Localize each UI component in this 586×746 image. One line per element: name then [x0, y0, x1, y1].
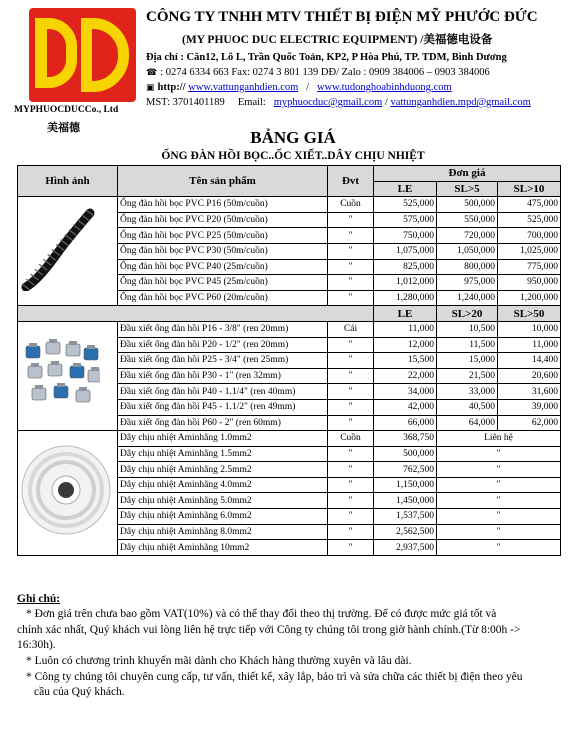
price-tier-2: 500,000 [437, 197, 498, 213]
group-conduit-fittings [18, 321, 561, 430]
product-name: Ống đàn hồi bọc PVC P45 (25m/cuồn) [118, 275, 328, 291]
price-tier-2: 800,000 [437, 259, 498, 275]
group2-header-le: LE [374, 306, 437, 322]
price-le: 1,537,500 [374, 509, 437, 525]
globe-icon: ▣ [146, 83, 155, 93]
email-separator: / [384, 97, 388, 108]
price-le: 1,280,000 [374, 290, 437, 306]
group2-header-sl50: SL>50 [498, 306, 561, 322]
price-le: 575,000 [374, 212, 437, 228]
price-le: 66,000 [374, 415, 437, 431]
price-le: 762,500 [374, 462, 437, 478]
price-le: 500,000 [374, 446, 437, 462]
note-1-line-3: 16:30h). [17, 639, 56, 651]
tax-and-email [146, 97, 531, 108]
price-contact: " [437, 540, 561, 556]
product-name: Ống đàn hồi bọc PVC P60 (20m/cuồn) [118, 290, 328, 306]
price-contact: " [437, 477, 561, 493]
header-image: Hình ảnh [18, 166, 118, 197]
unit: " [328, 228, 374, 244]
price-le: 1,075,000 [374, 243, 437, 259]
company-address: Địa chỉ : Căn12, Lô L, Trần Quốc Toản, KP2, P Hòa Phú, TP. TDM, Bình Dương [146, 52, 507, 63]
price-tier-2: 64,000 [437, 415, 498, 431]
price-contact: " [437, 509, 561, 525]
group2-header-sl20: SL>20 [437, 306, 498, 322]
unit: " [328, 384, 374, 400]
product-name: Ống đàn hồi bọc PVC P40 (25m/cuồn) [118, 259, 328, 275]
price-tier-3: 950,000 [498, 275, 561, 291]
unit: Cuồn [328, 197, 374, 213]
group-flexible-conduit [18, 197, 561, 306]
flexible-conduit-image [18, 207, 96, 291]
price-le: 368,750 [374, 431, 437, 447]
phone-icon: ☎ [146, 68, 158, 78]
price-tier-2: 720,000 [437, 228, 498, 244]
price-le: 15,500 [374, 353, 437, 369]
product-name: Dây chịu nhiệt Aminhãng 5.0mm2 [118, 493, 328, 509]
product-name: Ống đàn hồi bọc PVC P20 (50m/cuồn) [118, 212, 328, 228]
price-tier-3: 775,000 [498, 259, 561, 275]
price-le: 525,000 [374, 197, 437, 213]
phones-text: : 0274 6334 663 Fax: 0274 3 801 139 DĐ/ Zalo : 0909 384006 – 0903 384006 [160, 67, 490, 78]
price-tier-3: 525,000 [498, 212, 561, 228]
group2-header-blank [18, 306, 374, 322]
unit: " [328, 368, 374, 384]
unit: " [328, 524, 374, 540]
website-link-1[interactable]: www.vattunganhdien.com [188, 82, 299, 93]
company-english-name: (MY PHUOC DUC ELECTRIC EQUIPMENT) /美福德电设备 [182, 34, 493, 46]
unit: " [328, 353, 374, 369]
price-tier-3: 10,000 [498, 321, 561, 337]
table-row [18, 197, 561, 213]
unit: " [328, 415, 374, 431]
price-tier-2: 10,500 [437, 321, 498, 337]
price-tier-2: 15,000 [437, 353, 498, 369]
note-3-line-1: * Công ty chúng tôi chuyên cung cấp, tư vấn, thiết kế, xây lắp, bảo trì và sửa chữa các thiết bị điện theo yêu [26, 671, 523, 683]
header-sl5: SL>5 [437, 181, 498, 197]
product-name: Dây chịu nhiệt Aminhãng 2.5mm2 [118, 462, 328, 478]
product-name: Dây chịu nhiệt Aminhãng 1.5mm2 [118, 446, 328, 462]
product-name: Đầu xiết ống đàn hồi P20 - 1/2" (ren 20mm) [118, 337, 328, 353]
price-tier-3: 1,200,000 [498, 290, 561, 306]
product-name: Dây chịu nhiệt Aminhãng 8.0mm2 [118, 524, 328, 540]
unit: " [328, 337, 374, 353]
tax-code: MST: 3701401189 [146, 97, 225, 108]
product-name: Đầu xiết ống đàn hồi P40 - 1.1/4" (ren 40mm) [118, 384, 328, 400]
wire-image-cell [18, 431, 118, 556]
unit: " [328, 212, 374, 228]
price-tier-3: 14,400 [498, 353, 561, 369]
product-name: Đầu xiết ống đàn hồi P25 - 3/4" (ren 25mm) [118, 353, 328, 369]
unit: " [328, 275, 374, 291]
header-product: Tên sản phẩm [118, 166, 328, 197]
price-tier-2: 21,500 [437, 368, 498, 384]
price-contact: Liên hệ [437, 431, 561, 447]
header-sl10: SL>10 [498, 181, 561, 197]
price-tier-2: 11,500 [437, 337, 498, 353]
price-tier-3: 31,600 [498, 384, 561, 400]
price-tier-2: 975,000 [437, 275, 498, 291]
price-le: 34,000 [374, 384, 437, 400]
websites [146, 82, 452, 93]
brand-name: MYPHUOCDUCCo., Ltd [14, 105, 119, 115]
unit: " [328, 290, 374, 306]
product-name: Dây chịu nhiệt Aminhãng 1.0mm2 [118, 431, 328, 447]
product-name: Ống đàn hồi bọc PVC P30 (50m/cuồn) [118, 243, 328, 259]
header-unit: Đvt [328, 166, 374, 197]
unit: " [328, 259, 374, 275]
product-name: Dây chịu nhiệt Aminhãng 6.0mm2 [118, 509, 328, 525]
price-tier-2: 1,240,000 [437, 290, 498, 306]
product-name: Ống đàn hồi bọc PVC P16 (50m/cuồn) [118, 197, 328, 213]
logo-letter-m [35, 18, 77, 88]
fittings-image-cell [18, 321, 118, 430]
website-link-2[interactable]: www.tudonghoabinhduong.com [316, 82, 452, 93]
price-tier-3: 20,600 [498, 368, 561, 384]
price-tier-3: 11,000 [498, 337, 561, 353]
price-tier-3: 700,000 [498, 228, 561, 244]
price-le: 750,000 [374, 228, 437, 244]
price-tier-2: 33,000 [437, 384, 498, 400]
price-le: 825,000 [374, 259, 437, 275]
price-tier-3: 62,000 [498, 415, 561, 431]
price-le: 11,000 [374, 321, 437, 337]
company-logo [29, 8, 136, 102]
page-subtitle: ỐNG ĐÀN HỒI BỌC..ỐC XIẾT..DÂY CHỊU NHIỆT [161, 150, 425, 162]
note-1-line-1: * Đơn giá trên chưa bao gồm VAT(10%) và có thể thay đổi theo thị trường. Để có được mức giá tốt và [26, 608, 497, 620]
header-le: LE [374, 181, 437, 197]
unit: " [328, 540, 374, 556]
unit: " [328, 446, 374, 462]
price-tier-2: 40,500 [437, 399, 498, 415]
price-le: 12,000 [374, 337, 437, 353]
product-name: Dây chịu nhiệt Aminhãng 10mm2 [118, 540, 328, 556]
group-heat-resistant-wire [18, 431, 561, 556]
unit: " [328, 509, 374, 525]
conduit-fittings-image [18, 336, 100, 412]
brand-chinese-name: 美福德 [47, 121, 80, 134]
unit: Cuồn [328, 431, 374, 447]
conduit-image-cell [18, 197, 118, 306]
note-2: * Luôn có chương trình khuyến mãi dành cho Khách hàng thường xuyên và lâu dài. [26, 655, 412, 667]
price-tier-3: 475,000 [498, 197, 561, 213]
price-le: 2,937,500 [374, 540, 437, 556]
note-3-line-2: cầu của Quý khách. [34, 686, 125, 698]
company-name: CÔNG TY TNHH MTV THIẾT BỊ ĐIỆN MỸ PHƯỚC ĐỨC [146, 9, 538, 25]
unit: " [328, 493, 374, 509]
price-tier-2: 1,050,000 [437, 243, 498, 259]
page-title: BẢNG GIÁ [250, 128, 336, 147]
price-tier-2: 550,000 [437, 212, 498, 228]
product-name: Đầu xiết ống đàn hồi P60 - 2" (ren 60mm) [118, 415, 328, 431]
email-label: Email: [237, 97, 266, 108]
table-row [18, 431, 561, 447]
price-le: 1,150,000 [374, 477, 437, 493]
unit: Cái [328, 321, 374, 337]
price-table [17, 165, 561, 556]
price-le: 22,000 [374, 368, 437, 384]
price-contact: " [437, 493, 561, 509]
price-le: 1,450,000 [374, 493, 437, 509]
unit: " [328, 462, 374, 478]
price-le: 1,012,000 [374, 275, 437, 291]
product-name: Đầu xiết ống đàn hồi P45 - 1.1/2" (ren 49mm) [118, 399, 328, 415]
price-tier-3: 39,000 [498, 399, 561, 415]
logo-letter-d [81, 18, 129, 92]
price-tier-3: 1,025,000 [498, 243, 561, 259]
contact-phones [146, 67, 490, 78]
header-price: Đơn giá [374, 166, 561, 182]
product-name: Đầu xiết ống đàn hồi P16 - 3/8" (ren 20mm) [118, 321, 328, 337]
price-contact: " [437, 446, 561, 462]
web-separator: / [306, 82, 310, 93]
price-contact: " [437, 462, 561, 478]
price-le: 42,000 [374, 399, 437, 415]
price-le: 2,562,500 [374, 524, 437, 540]
product-name: Ống đàn hồi bọc PVC P25 (50m/cuồn) [118, 228, 328, 244]
unit: " [328, 399, 374, 415]
unit: " [328, 477, 374, 493]
note-1-line-2: chính xác nhất, Quý khách vui lòng liên hệ trực tiếp với Công ty chúng tôi trong giờ hành chính.(Từ 8:00h -> [17, 624, 521, 636]
notes-heading: Ghi chú: [17, 593, 61, 605]
product-name: Đầu xiết ống đàn hồi P30 - 1" (ren 32mm) [118, 368, 328, 384]
web-prefix: http:// [157, 82, 186, 93]
price-contact: " [437, 524, 561, 540]
heat-resistant-wire-image [18, 442, 114, 538]
product-name: Dây chịu nhiệt Aminhãng 4.0mm2 [118, 477, 328, 493]
email-link-2[interactable]: vattunganhdien.mpd@gmail.com [390, 97, 531, 108]
table-row [18, 321, 561, 337]
unit: " [328, 243, 374, 259]
group2-header-row [18, 306, 561, 322]
table-header-row [18, 166, 561, 182]
email-link-1[interactable]: myphuocduc@gmail.com [273, 97, 383, 108]
